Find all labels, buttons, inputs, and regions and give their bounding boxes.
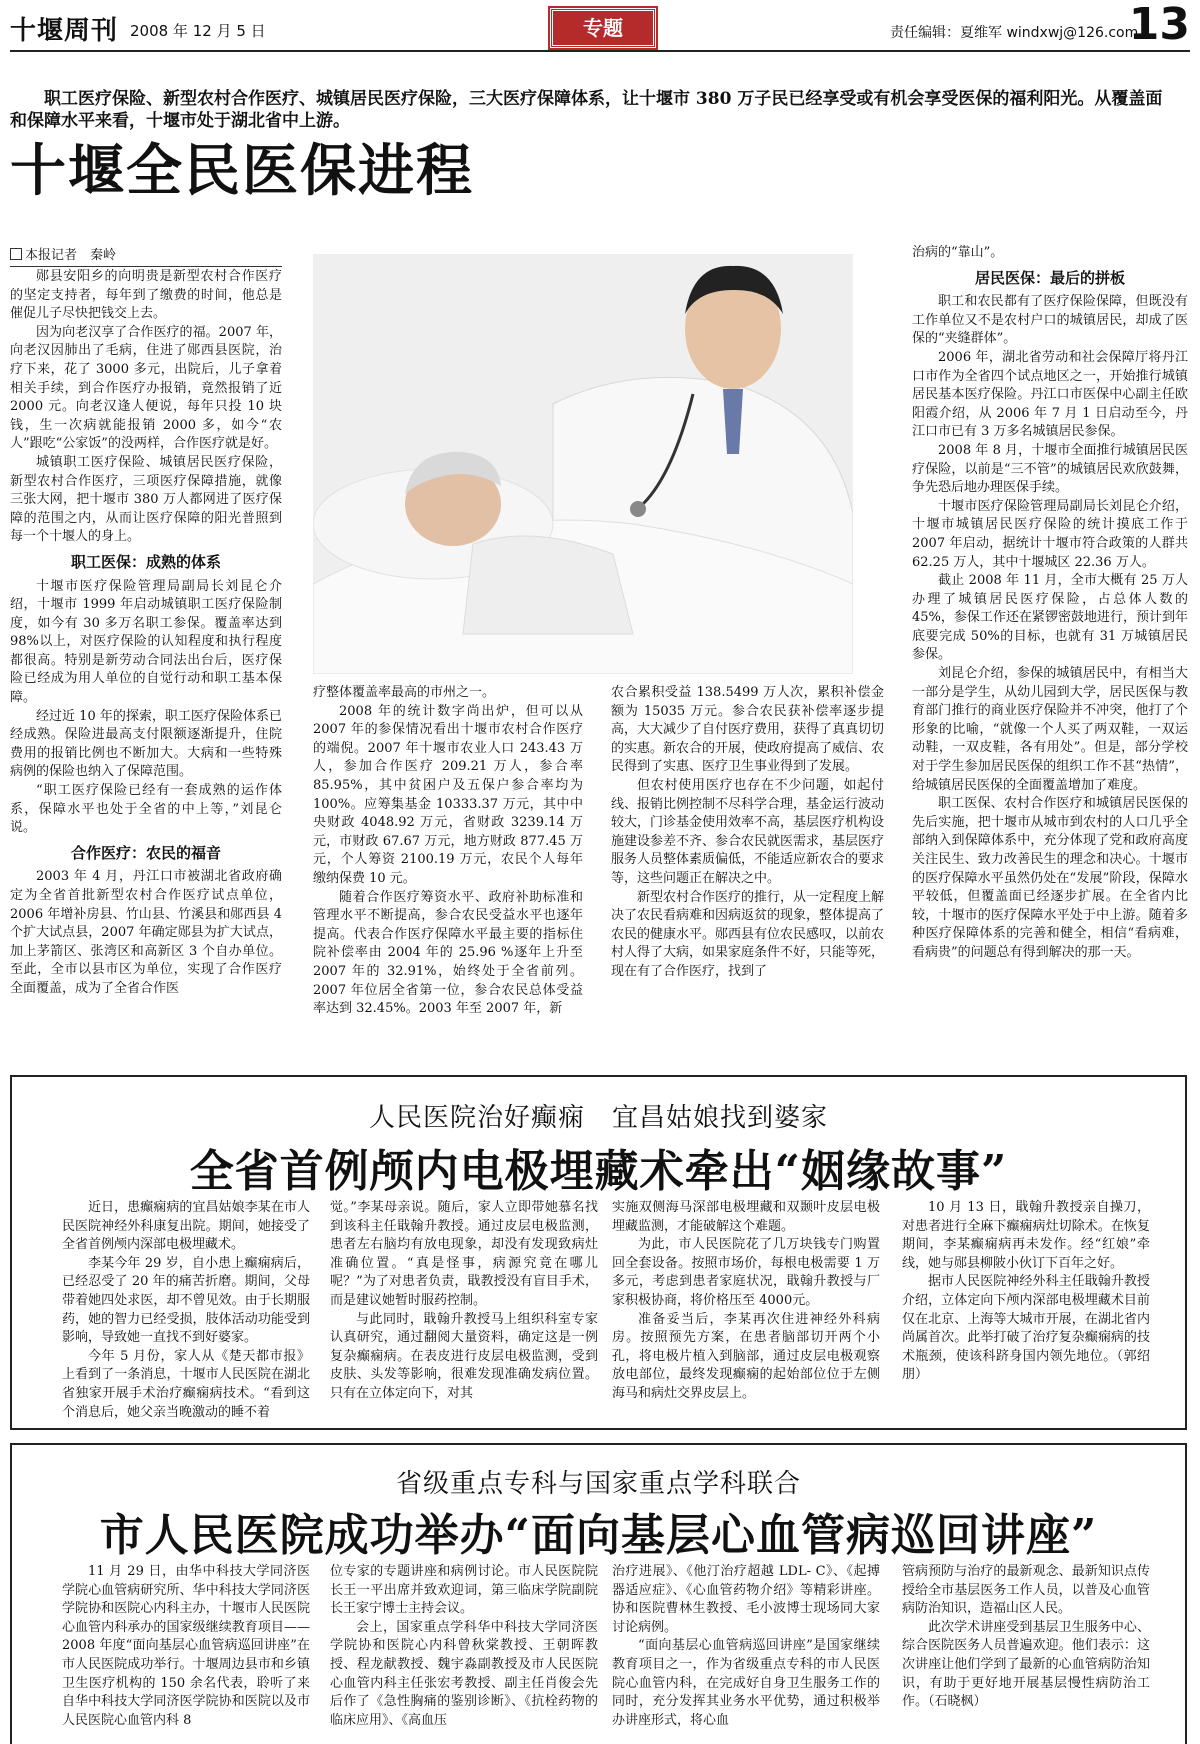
subhead-cooperative-medical: 合作医疗：农民的福音 xyxy=(70,843,221,862)
story2-kicker: 人民医院治好癫痫 宜昌姑娘找到婆家 xyxy=(368,1103,828,1133)
story2-column-1 xyxy=(62,1199,310,1424)
paragraph: 实施双侧海马深部电极埋藏和双颞叶皮层电极埋藏监测，才能破解这个难题。 xyxy=(612,1200,880,1234)
paragraph: 李某今年 29 岁，自小患上癫痫病后，已经忍受了 20 年的痛苦折磨。期间，父母带着她四处求医，却不曾见效。由于长期服药，她的智力已经受损，肢体活动功能受到影响，导致她一直找不到好婆家。 xyxy=(62,1255,310,1346)
paragraph: 为此，市人民医院花了几万块钱专门购置回全套设备。按照市场价，每根电极需要 1 万多元，考虑到患者家庭状况，戢翰升教授与厂家积极协商，将价格压至 4000元。 xyxy=(612,1237,880,1308)
feature-column-4 xyxy=(912,244,1188,1068)
doctor-patient-illustration xyxy=(313,254,853,674)
story2-column-2 xyxy=(330,1199,598,1424)
paragraph: 2008 年的统计数字尚出炉，但可以从 2007 年的参保情况看出十堰市农村合作医疗的端倪。2007 年十堰市农业人口 243.43 万人，参加合作医疗 209.21 万人，参合率 85.95%，其中贫困户及五保户参合率均为 100%。应筹集基金 10333.37 万元，其中中央财政 4048.92 万元，省财政 3239.14 万元，市财政 67.67 万元，地方财政 877.45 万元，个人筹资 2100.19 万元，农民个人每年缴纳保费 10 元。 xyxy=(313,703,583,886)
col1-paras-c xyxy=(10,868,282,998)
paragraph: 随着合作医疗筹资水平、政府补助标准和管理水平不断提高，参合农民受益水平也逐年提高。代表合作医疗保障水平最主要的指标住院补偿率由 2004 年的 25.96 %逐年上升至 2007 年的 32.91%，始终处于全省前列。2007 年位居全省第一位，参合农民总体受益率达到 32.45%。2003 年至 2007 年，新 xyxy=(313,889,583,1017)
story3-kicker: 省级重点专科与国家重点学科联合 xyxy=(395,1469,801,1499)
feature-title: 十堰全民医保进程 xyxy=(10,138,474,204)
paragraph: 截止 2008 年 11 月，全市大概有 25 万人办理了城镇居民医疗保险，占总体人数的 45%，参保工作还在紧锣密鼓地进行，预计到年底要完成 50%的目标，也就有 31 万城镇居民参保。 xyxy=(912,573,1188,663)
byline xyxy=(10,244,282,267)
paragraph: 经过近 10 年的探索，职工医疗保险体系已经成熟。保险进最高支付限额逐渐提升，住院费用的报销比例也不断加大。大病和一些特殊病例的保险也纳入了保障范围。 xyxy=(10,708,282,780)
feature-column-2 xyxy=(313,684,583,1068)
paragraph: 位专家的专题讲座和病例讨论。市人民医院院长王一平出席并致欢迎词，第三临床学院副院长王家宁博士主持会议。 xyxy=(330,1564,598,1617)
paragraph: 会上，国家重点学科华中科技大学同济医学院协和医院心内科曾秋棠教授、王朝晖教授、程龙献教授、魏宇淼副教授及市人民医院心血管内科主任张宏考教授、副主任肖俊会先后作了《急性胸痛的鉴别诊断》、《抗栓药物的临床应用》、《高血压 xyxy=(330,1619,598,1728)
paragraph: 治疗进展》、《他汀治疗超越 LDL- C》、《起搏器适应症》、《心血管药物介绍》等精彩讲座。协和医院曹林生教授、毛小波博士现场同大家讨论病例。 xyxy=(612,1564,880,1635)
subhead-resident-insurance: 居民医保：最后的拼板 xyxy=(974,268,1125,287)
story3-headline: 市人民医院成功举办“面向基层心血管病巡回讲座” xyxy=(99,1510,1098,1561)
story3-column-2 xyxy=(330,1563,598,1743)
paragraph: 疗整体覆盖率最高的市州之一。 xyxy=(313,685,496,700)
story2-col3-paras xyxy=(612,1199,880,1404)
col2-paras xyxy=(313,684,583,1019)
paragraph: 此次学术讲座受到基层卫生服务中心、综合医院医务人员普遍欢迎。他们表示：这次讲座让他们学到了最新的心血管病防治知识，有助于更好地开展基层慢性病防治工作。（石晓枫） xyxy=(902,1619,1150,1710)
story3-col2-paras xyxy=(330,1563,598,1730)
paragraph: “职工医疗保险已经有一套成熟的运作体系，保障水平也处于全省的中上等，”刘昆仑说。 xyxy=(10,783,282,836)
story2-col1-paras xyxy=(62,1199,310,1422)
feature-lead: 职工医疗保险、新型农村合作医疗、城镇居民医疗保险，三大医疗保障体系，让十堰市 380 万子民已经享受或有机会享受医保的福利阳光。从覆盖面和保障水平来看，十堰市处于湖北省中上游。 xyxy=(10,89,1163,131)
paragraph: 与此同时，戢翰升教授马上组织科室专家认真研究，通过翻阅大量资料，确定这是一例复杂癫痫病。在表皮进行皮层电极监测，受到皮肤、头发等影响，很难发现准确发病位置。只有在立体定向下，对其 xyxy=(330,1311,598,1401)
issue-date: 2008 年 12 月 5 日 xyxy=(130,22,266,40)
paragraph: 农合累积受益 138.5499 万人次，累积补偿金额为 15035 万元。参合农民获补偿率逐步提高，大大减少了自付医疗费用，获得了真真切切的实惠。新农合的开展，使政府提高了威信、农民得到了实惠、医疗卫生事业得到了发展。 xyxy=(611,685,884,775)
paragraph: 觉。”李某母亲说。随后，家人立即带她慕名找到该科主任戢翰升教授。通过皮层电极监测，患者左右脑均有放电现象，却没有发现致病灶准确位置。“真是怪事，病源究竟在哪儿呢？”为了对患者负责，戢教授没有盲目手术，而是建议她暂时服药控制。 xyxy=(330,1200,598,1308)
paragraph: 但农村使用医疗也存在不少问题，如起付线、报销比例控制不尽科学合理，基金运行波动较大，门诊基金使用效率不高，基层医疗机构设施建设参差不齐、参合农民就医需求，基层医疗服务人员整体素质偏低，不能适应新农合的要求等，这些问题正在解决之中。 xyxy=(611,777,884,886)
editor-credit: 责任编辑：夏维军 windxwj@126.com xyxy=(890,25,1139,41)
story2-col4-paras xyxy=(902,1199,1150,1385)
paragraph: 近日，患癫痫病的宜昌姑娘李某在市人民医院神经外科康复出院。期间，她接受了全省首例颅内深部电极埋藏术。 xyxy=(62,1200,310,1253)
story2-box xyxy=(10,1075,1187,1430)
paragraph: 城镇职工医疗保险、城镇居民医疗保险，新型农村合作医疗，三项医疗保障措施，就像三张大网，把十堰市 380 万人都网进了医疗保障的范围之内，从而让医疗保障的阳光普照到每一个十堰人的身上。 xyxy=(10,454,282,545)
story3-col1-paras xyxy=(62,1563,310,1730)
story3-box xyxy=(10,1443,1187,1744)
paragraph: 据市人民医院神经外科主任戢翰升教授介绍，立体定向下颅内深部电极埋藏术目前仅在北京、上海等大城市开展，在湖北省内尚属首次。此举打破了治疗复杂癫痫病的技术瓶颈，使该科跻身国内领先地位。（郭绍朋） xyxy=(902,1274,1150,1383)
feature-column-3 xyxy=(611,684,884,1068)
feature-column-1 xyxy=(10,268,282,1068)
story3-column-1 xyxy=(62,1563,310,1743)
story2-col2-paras xyxy=(330,1199,598,1404)
paragraph: 职工医保、农村合作医疗和城镇居民医保的先后实施，把十堰市从城市到农村的人口几乎全部纳入到保障体系中，充分体现了党和政府高度关注民生、致力改善民生的理念和决心。十堰市的医疗保障水平虽然仍处在“发展”阶段，保障水平较低，但覆盖面已经逐步扩展。在全省内比较，十堰市的医疗保障水平处于中上游。随着多种医疗保障体系的完善和健全，相信“看病难，看病贵”的问题总有得到解决的那一天。 xyxy=(912,796,1188,960)
subhead-employee-insurance: 职工医保：成熟的体系 xyxy=(70,552,221,571)
masthead-brand: 十堰周刊 xyxy=(10,16,119,46)
doctor-patient-photo xyxy=(313,254,853,674)
story3-col4-paras xyxy=(902,1563,1150,1712)
story3-column-3 xyxy=(612,1563,880,1743)
paragraph: 职工和农民都有了医疗保险保障，但既没有工作单位又不是农村户口的城镇居民，却成了医保的“夹缝群体”。 xyxy=(912,294,1188,347)
col1-paras-b xyxy=(10,578,282,838)
paragraph: “面向基层心血管病巡回讲座”是国家继续教育项目之一，作为省级重点专科的市人民医院心血管内科，在完成好自身卫生服务工作的同时，充分发挥其业务水平优势，通过积极举办讲座形式，将心血 xyxy=(612,1638,880,1728)
col4-paras-b xyxy=(912,293,1188,962)
paragraph: 2006 年，湖北省劳动和社会保障厅将丹江口市作为全省四个试点地区之一，开始推行城镇居民基本医疗保险。丹江口市医保中心副主任欧阳霞介绍，从 2006 年 7 月 1 日启动至今，丹江口市已有 3 万多名城镇居民参保。 xyxy=(912,349,1188,440)
page-header xyxy=(10,0,1190,52)
section-tag: 专题 xyxy=(550,8,656,48)
paragraph: 十堰市医疗保险管理局副局长刘昆仑介绍，十堰市 1999 年启动城镇职工医疗保险制度，如今有 30 多万名职工参保。覆盖率达到 98%以上，对医疗保险的认知程度和执行程度都很高。特别是新劳动合同法出台后，医疗保险已经成为用人单位的自觉行动和职工基本保障。 xyxy=(10,578,282,706)
col1-paras-a xyxy=(10,268,282,547)
paragraph: 新型农村合作医疗的推行，从一定程度上解决了农民看病难和因病返贫的现象，整体提高了农民的健康水平。郧西县有位农民感叹，以前农村人得了大病，如果家庭条件不好，只能等死，现在有了合作医疗，找到了 xyxy=(611,889,884,979)
page-number: 13 xyxy=(1128,0,1190,50)
paragraph: 刘昆仑介绍，参保的城镇居民中，有相当大一部分是学生，从幼儿园到大学，居民医保与教育部门推行的商业医疗保险并不冲突，他打了个形象的比喻，“就像一个人买了两双鞋，一双运动鞋，一双皮鞋，各有用处”。但是，部分学校对于学生参加居民医保的组织工作不甚“热情”，给城镇居民医保的全面覆盖增加了难度。 xyxy=(912,666,1188,793)
paragraph: 今年 5 月份，家人从《楚天都市报》上看到了一条消息，十堰市人民医院在湖北省独家开展手术治疗癫痫病技术。“看到这个消息后，她父亲当晚激动的睡不着 xyxy=(62,1348,310,1420)
story3-column-4 xyxy=(902,1563,1150,1743)
story2-headline: 全省首例颅内电极埋藏术牵出“姻缘故事” xyxy=(189,1146,1008,1197)
byline-text: 本报记者 秦岭 xyxy=(25,248,117,263)
paragraph: 10 月 13 日，戢翰升教授亲自操刀，对患者进行全麻下癫痫病灶切除术。在恢复期间，李某癫痫病再未发作。经“红娘”牵线，她与郧县柳陂小伙订下百年之好。 xyxy=(902,1200,1150,1271)
paragraph: 准备妥当后，李某再次住进神经外科病房。按照预先方案，在患者脑部切开两个小孔，将电极片植入到脑部，通过皮层电极观察放电部位，最终发现癫痫的起始部位位于左侧海马和病灶交界皮层上。 xyxy=(612,1311,880,1401)
byline-box-icon xyxy=(10,248,22,260)
col3-paras xyxy=(611,684,884,982)
paragraph: 2008 年 8 月，十堰市全面推行城镇居民医疗保险，以前是“三不管”的城镇居民欢欣鼓舞，争先恐后地办理医保手续。 xyxy=(912,442,1188,496)
story2-column-3 xyxy=(612,1199,880,1424)
paragraph: 因为向老汉享了合作医疗的福。2007 年，向老汉因肺出了毛病，住进了郧西县医院，治疗下来，花了 3000 多元，出院后，儿子拿着相关手续，到合作医疗办报销，竟然报销了近 2000 元。向老汉逢人便说，每年只投 10 块钱，生一次病就能报销 2000 多，如今“农人”跟吃“公家饭”的没两样，合作医疗就是好。 xyxy=(10,324,282,452)
paragraph: 11 月 29 日，由华中科技大学同济医学院心血管病研究所、华中科技大学同济医学院协和医院心内科主办，十堰市人民医院心血管内科承办的国家级继续教育项目——2008 年度“面向基层心血管病巡回讲座”在市人民医院成功举行。十堰周边县市和乡镇卫生医疗机构的 150 余名代表，聆听了来自华中科技大学同济医学院协和医院以及市人民医院心血管内科 8 xyxy=(62,1564,310,1728)
paragraph: 治病的“靠山”。 xyxy=(912,245,1004,260)
paragraph: 管病预防与治疗的最新观念、最新知识点传授给全市基层医务工作人员，以普及心血管病防治知识，造福山区人民。 xyxy=(902,1564,1150,1617)
paragraph: 郧县安阳乡的向明贵是新型农村合作医疗的坚定支持者，每年到了缴费的时间，他总是催促儿子尽快把钱交上去。 xyxy=(10,269,282,322)
paragraph: 2003 年 4 月，丹江口市被湖北省政府确定为全省首批新型农村合作医疗试点单位，2006 年增补房县、竹山县、竹溪县和郧西县 4 个扩大试点县，2007 年确定郧县为扩大试点，加上茅箭区、张湾区和高新区 3 个自办单位。至此，全市以县市区为单位，实现了合作医疗全面覆盖，成为了全省合作医 xyxy=(10,869,282,996)
story3-col3-paras xyxy=(612,1563,880,1730)
story2-column-4 xyxy=(902,1199,1150,1424)
paragraph: 十堰市医疗保险管理局副局长刘昆仑介绍，十堰市城镇居民医疗保险的统计摸底工作于 2007 年启动，据统计十堰市符合政策的人群共 62.25 万人，其中十堰城区 22.36 万人。 xyxy=(912,498,1188,570)
col4-paras-a xyxy=(912,244,1188,263)
